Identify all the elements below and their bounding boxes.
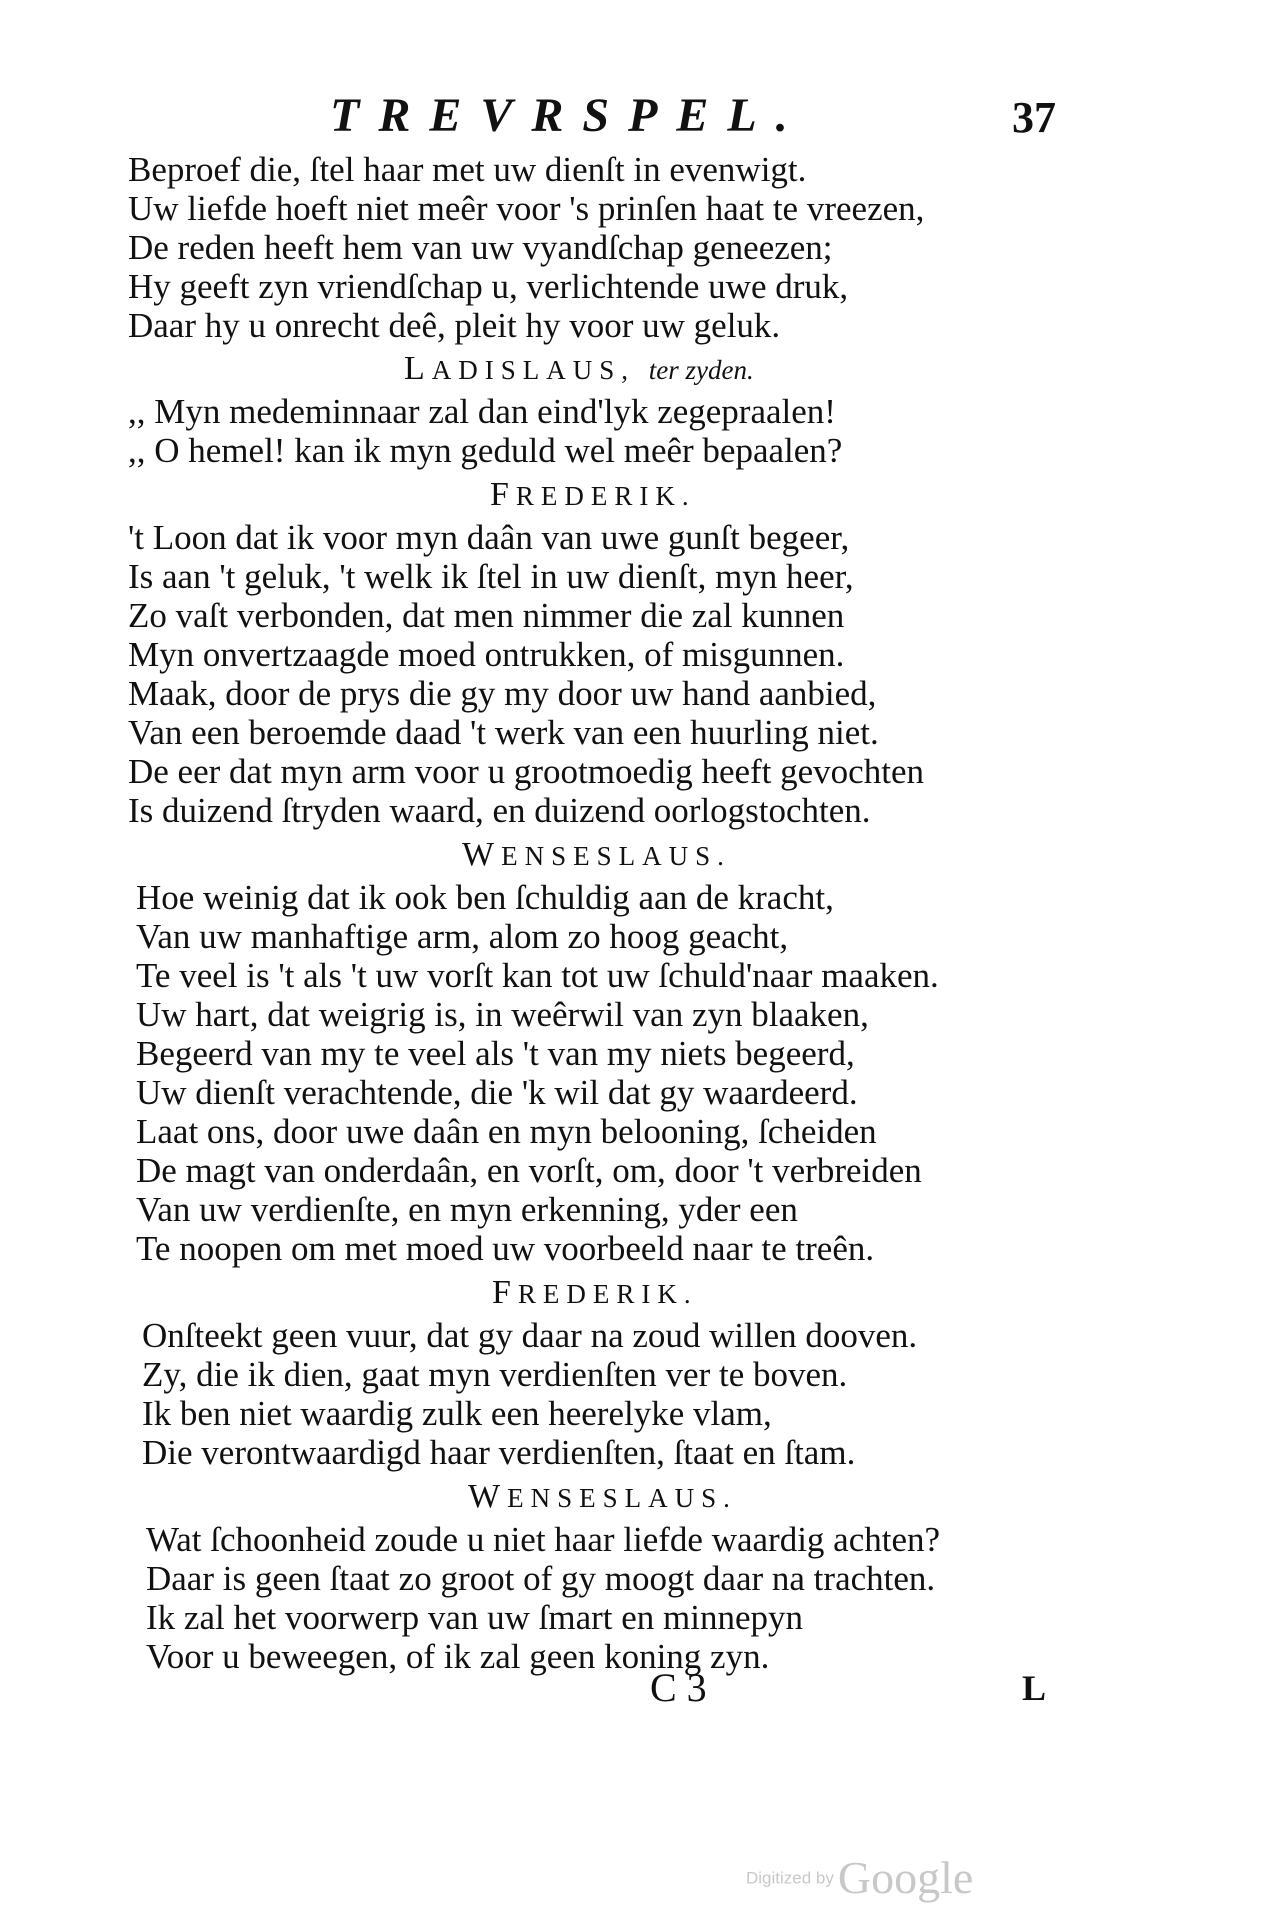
running-title: TREVRSPEL. — [330, 89, 807, 142]
verse-line: Is duizend ſtryden waard, en duizend oorlogstochten. — [128, 791, 871, 830]
verse-line: Uw hart, dat weigrig is, in weêrwil van zyn blaaken, — [136, 995, 869, 1034]
verse-line: Ik ben niet waardig zulk een heerelyke vlam, — [142, 1394, 772, 1433]
verse-line: Hy geeft zyn vriendſchap u, verlichtende uwe druk, — [128, 267, 849, 306]
verse-line: Begeerd van my te veel als 't van my niets begeerd, — [136, 1034, 855, 1073]
verse-line: 't Loon dat ik voor myn daân van uwe gunſt begeer, — [128, 518, 850, 557]
speaker-initial: L — [404, 350, 432, 387]
speaker-heading — [404, 352, 754, 386]
verse-line: Van een beroemde daad 't werk van een huurling niet. — [128, 713, 879, 752]
verse-line: Die verontwaardigd haar verdienſten, ſtaat en ſtam. — [142, 1433, 856, 1472]
verse-line: ,, Myn medeminnaar zal dan eind'lyk zegepraalen! — [128, 392, 836, 431]
verse-line: Uw liefde hoeft niet meêr voor 's prinſen haat te vreezen, — [128, 189, 925, 228]
verse-line: Te noopen om met moed uw voorbeeld naar te treên. — [136, 1229, 875, 1268]
signature-mark: C 3 — [650, 1665, 707, 1710]
verse-line: De magt van onderdaân, en vorſt, om, door 't verbreiden — [136, 1151, 922, 1190]
verse-line: Myn onvertzaagde moed ontrukken, of misgunnen. — [128, 635, 845, 674]
speaker-name-rest: REDERIK. — [515, 481, 696, 511]
speaker-heading — [490, 478, 696, 512]
speaker-name-rest: ENSESLAUS. — [507, 1483, 737, 1513]
verse-line: Uw dienſt verachtende, die 'k wil dat gy waardeerd. — [136, 1073, 858, 1112]
speaker-name-rest: ENSESLAUS. — [501, 841, 731, 871]
verse-line: Onſteekt geen vuur, dat gy daar na zoud willen dooven. — [142, 1316, 918, 1355]
speaker-initial: F — [492, 1274, 518, 1311]
speaker-initial: W — [468, 1478, 508, 1515]
verse-line: Van uw verdienſte, en myn erkenning, yder een — [136, 1190, 798, 1229]
speaker-initial: F — [490, 476, 516, 513]
verse-line: Is aan 't geluk, 't welk ik ſtel in uw dienſt, myn heer, — [128, 557, 854, 596]
verse-line: Maak, door de prys die gy my door uw hand aanbied, — [128, 674, 877, 713]
verse-line: Ik zal het voorwerp van uw ſmart en minnepyn — [146, 1598, 804, 1637]
speaker-heading — [468, 1480, 737, 1514]
verse-line: De eer dat myn arm voor u grootmoedig heeft gevochten — [128, 752, 924, 791]
verse-line: Van uw manhaftige arm, alom zo hoog geacht, — [136, 917, 789, 956]
verse-line: Daar hy u onrecht deê, pleit hy voor uw geluk. — [128, 306, 781, 345]
watermark-prefix: Digitized by — [746, 1868, 834, 1888]
stage-direction: ter zyden. — [648, 355, 754, 385]
verse-line: ,, O hemel! kan ik myn geduld wel meêr bepaalen? — [128, 431, 843, 470]
page-number: 37 — [1012, 93, 1056, 142]
catchword: L — [1022, 1668, 1047, 1708]
digitization-watermark — [746, 1852, 974, 1903]
verse-line: Zy, die ik dien, gaat myn verdienſten ver te boven. — [142, 1355, 848, 1394]
speaker-initial: W — [462, 836, 502, 873]
speaker-name-rest: REDERIK. — [517, 1279, 698, 1309]
verse-line: Laat ons, door uwe daân en myn belooning, ſcheiden — [136, 1112, 877, 1151]
speaker-heading — [462, 838, 731, 872]
verse-line: Wat ſchoonheid zoude u niet haar liefde waardig achten? — [146, 1520, 941, 1559]
verse-line: Te veel is 't als 't uw vorſt kan tot uw ſchuld'naar maaken. — [136, 956, 939, 995]
speaker-name-rest: ADISLAUS, — [431, 355, 636, 385]
speaker-heading — [492, 1276, 698, 1310]
verse-line: Beproef die, ſtel haar met uw dienſt in evenwigt. — [128, 150, 807, 189]
verse-line: Voor u beweegen, of ik zal geen koning zyn. — [146, 1637, 770, 1676]
verse-line: Daar is geen ſtaat zo groot of gy moogt daar na trachten. — [146, 1559, 936, 1598]
verse-line: De reden heeft hem van uw vyandſchap geneezen; — [128, 228, 833, 267]
verse-line: Zo vaſt verbonden, dat men nimmer die zal kunnen — [128, 596, 845, 635]
verse-line: Hoe weinig dat ik ook ben ſchuldig aan de kracht, — [136, 878, 834, 917]
watermark-brand: Google — [837, 1852, 974, 1903]
